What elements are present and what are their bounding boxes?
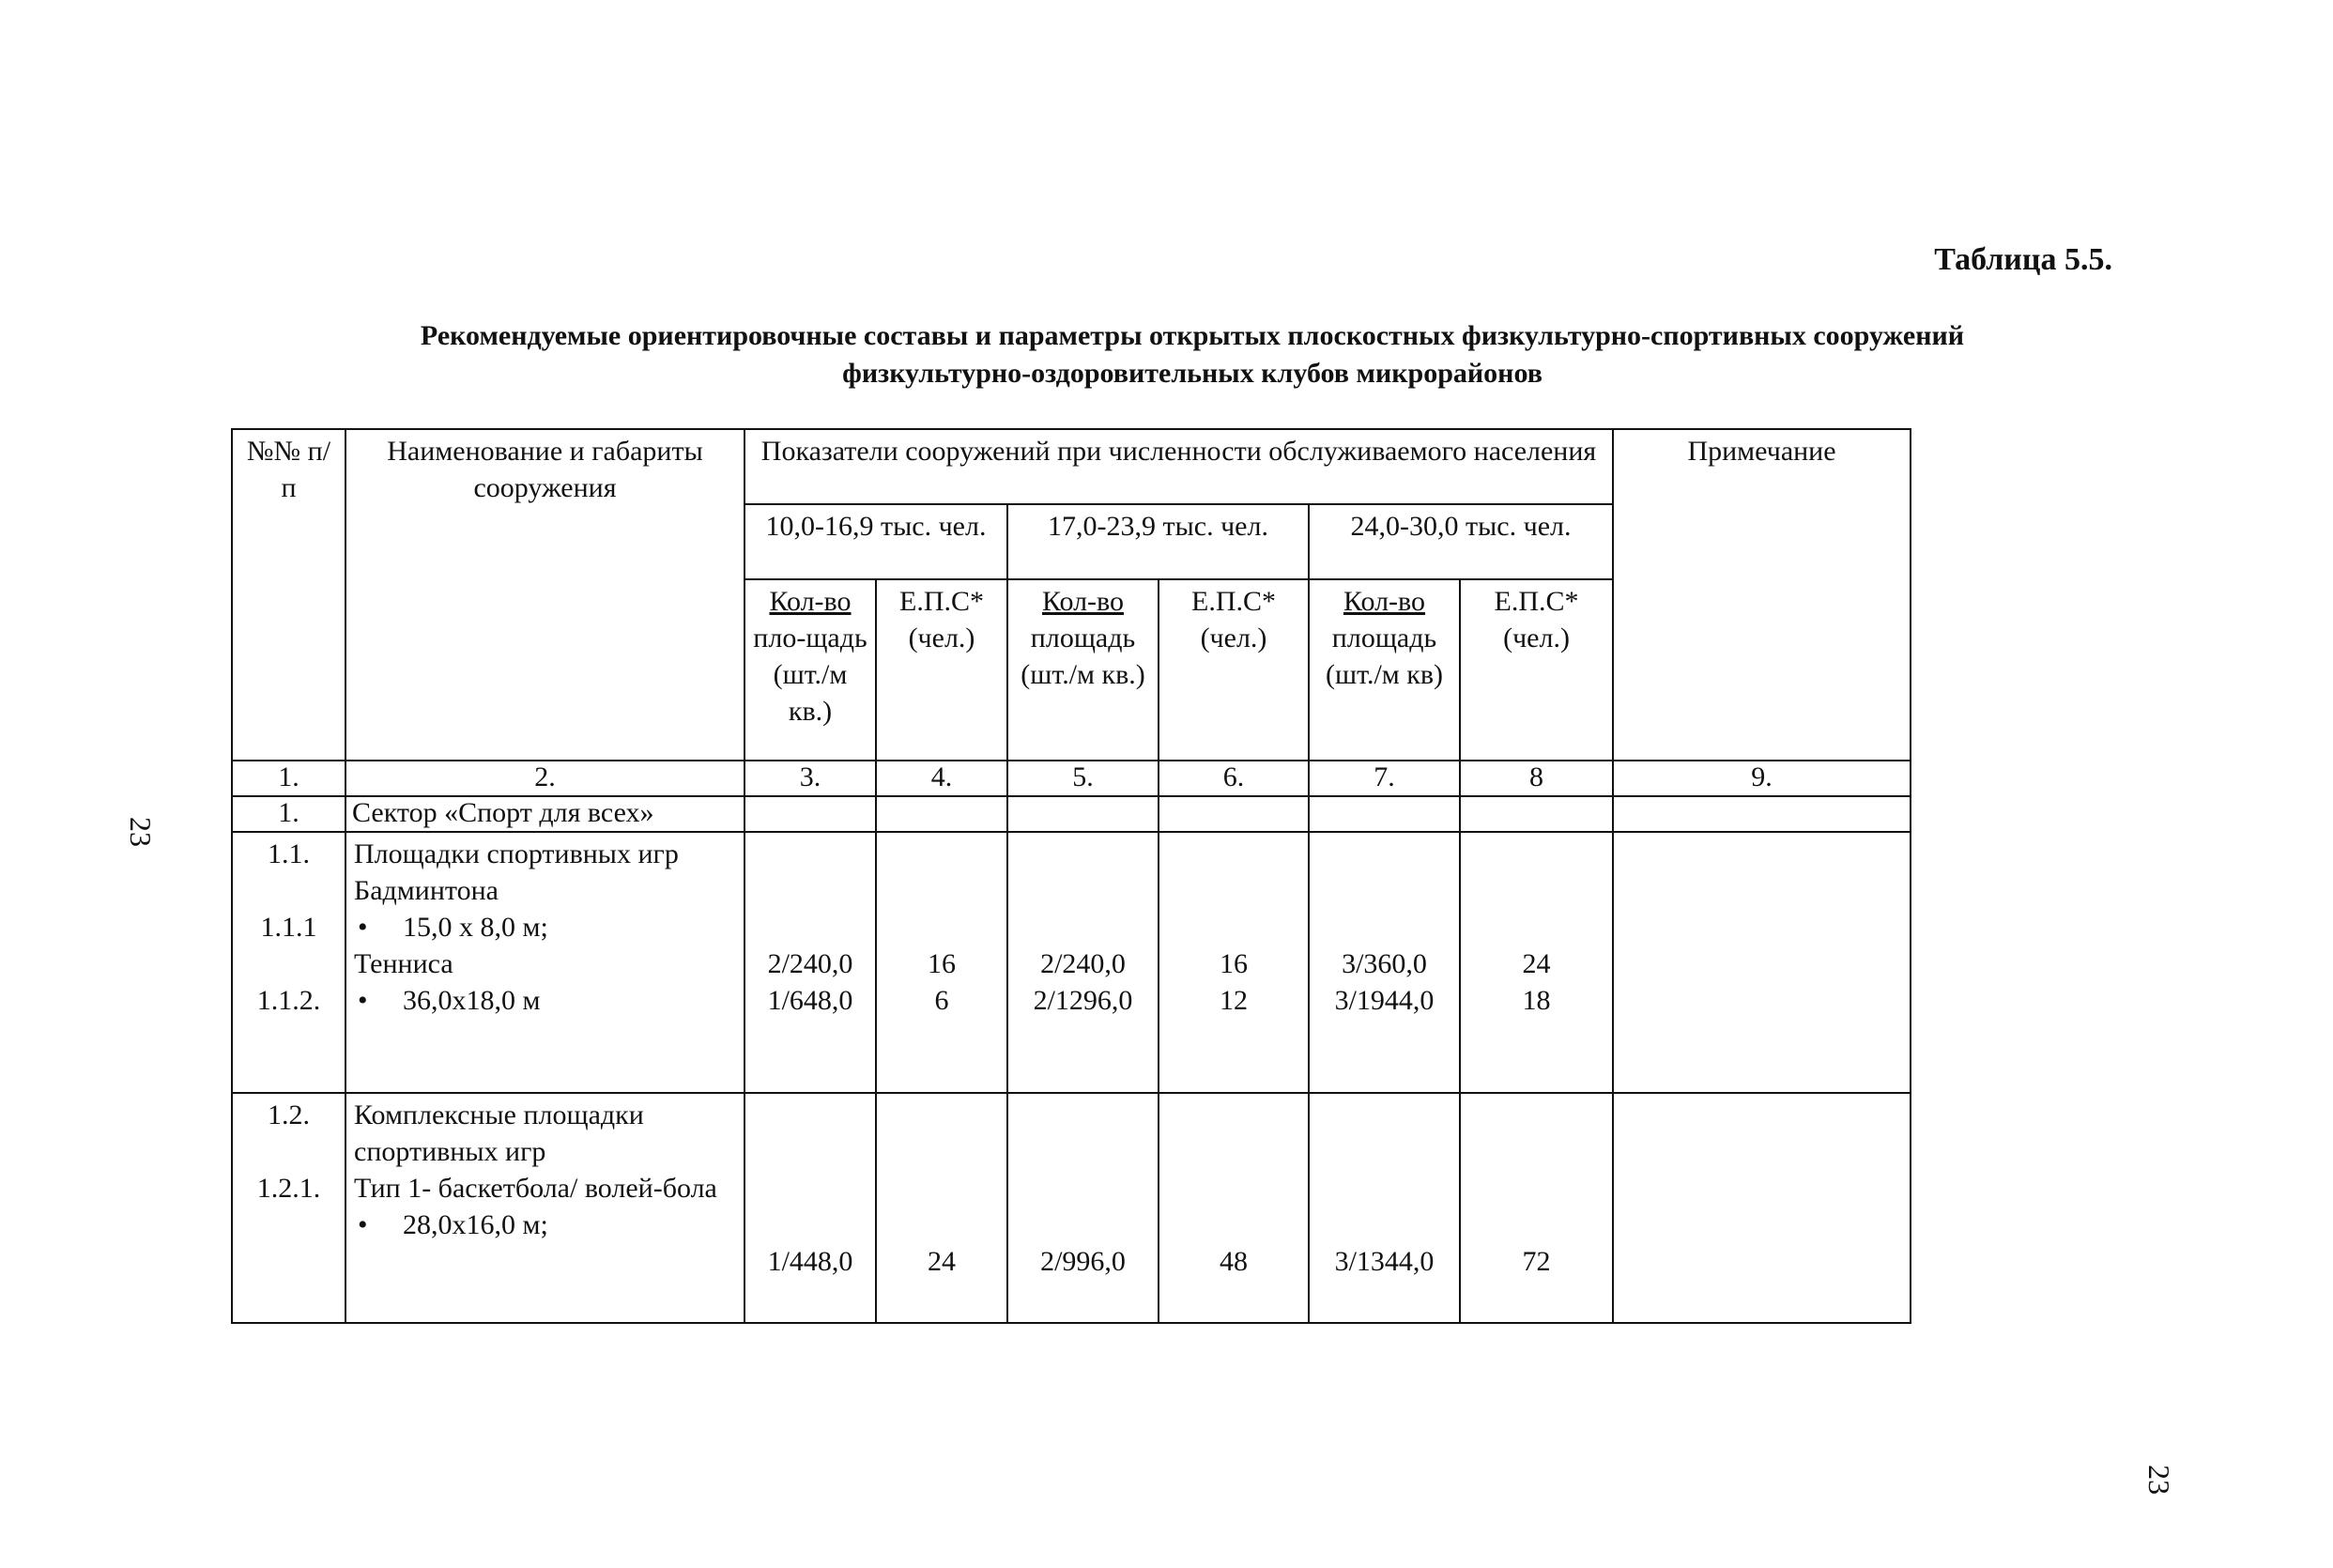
item-name: Тип 1- баскетбола/ волей-бола <box>354 1173 717 1204</box>
group-name: Комплексные площадки спортивных игр <box>354 1099 644 1167</box>
cell-eps-2: 16 12 <box>1159 832 1309 1093</box>
header-group: Показатели сооружений при численности обслуживаемого населения <box>744 429 1613 504</box>
header-qty-2 <box>1007 579 1159 761</box>
header-pop-1: 10,0-16,9 тыс. чел. <box>744 504 1007 579</box>
cell-qty-3: 3/1344,0 <box>1309 1093 1460 1323</box>
col-number: 5. <box>1007 761 1159 796</box>
col-number: 8 <box>1460 761 1613 796</box>
table-row-1-2 <box>232 1093 1911 1323</box>
qty-sub-3: площадь (шт./м кв) <box>1326 623 1443 690</box>
cell-eps-3: 72 <box>1460 1093 1613 1323</box>
header-note: Примечание <box>1613 429 1911 761</box>
item-dimensions: • 15,0 х 8,0 м; <box>358 912 548 943</box>
row-num: 1.1. 1.1.1 1.1.2. <box>232 832 345 1093</box>
header-pop-2: 17,0-23,9 тыс. чел. <box>1007 504 1309 579</box>
page-number-left: 23 <box>124 817 158 847</box>
item-dimensions: • 36,0х18,0 м <box>358 985 541 1016</box>
page-number-right: 23 <box>2142 1465 2176 1495</box>
title-line-1: Рекомендуемые ориентировочные составы и параметры открытых плоскостных физкультурно-спортивных сооружений <box>420 320 1965 351</box>
table-label: Таблица 5.5. <box>1934 242 2112 277</box>
col-number: 7. <box>1309 761 1460 796</box>
cell-qty-1: 2/240,0 1/648,0 <box>744 832 876 1093</box>
header-num: №№ п/п <box>232 429 345 761</box>
table-row-sector <box>232 796 1911 832</box>
qty-label-3: Кол-во <box>1343 586 1426 617</box>
cell-eps-1: 24 <box>876 1093 1007 1323</box>
item-dimensions: • 28,0х16,0 м; <box>358 1209 548 1240</box>
title-line-2: физкультурно-оздоровительных клубов микрорайонов <box>842 358 1543 389</box>
header-eps-3: Е.П.С* (чел.) <box>1460 579 1613 761</box>
cell-qty-3: 3/360,0 3/1944,0 <box>1309 832 1460 1093</box>
cell-note <box>1613 1093 1911 1323</box>
row-name <box>345 832 744 1093</box>
qty-label-2: Кол-во <box>1041 586 1125 617</box>
qty-sub-2: площадь (шт./м кв.) <box>1021 623 1145 690</box>
header-name: Наименование и габариты сооружения <box>345 429 744 761</box>
header-eps-2: Е.П.С* (чел.) <box>1159 579 1309 761</box>
cell-eps-3: 24 18 <box>1460 832 1613 1093</box>
col-number: 4. <box>876 761 1007 796</box>
column-number-row <box>232 761 1911 796</box>
cell-eps-1: 16 6 <box>876 832 1007 1093</box>
col-number: 1. <box>232 761 345 796</box>
cell-qty-1: 1/448,0 <box>744 1093 876 1323</box>
table-row-1-1 <box>232 832 1911 1093</box>
facilities-table <box>231 428 1911 1324</box>
col-number: 6. <box>1159 761 1309 796</box>
cell-qty-2: 2/996,0 <box>1007 1093 1159 1323</box>
item-name: Тенниса <box>354 948 453 979</box>
row-num: 1.2. 1.2.1. <box>232 1093 345 1323</box>
col-number: 9. <box>1613 761 1911 796</box>
group-name: Площадки спортивных игр <box>354 838 679 869</box>
item-name: Бадминтона <box>354 875 499 906</box>
document-title <box>282 317 2103 392</box>
header-row-1 <box>232 429 1911 504</box>
qty-sub-1: пло-щадь (шт./м кв.) <box>753 623 867 727</box>
cell-eps-2: 48 <box>1159 1093 1309 1323</box>
header-qty-1 <box>744 579 876 761</box>
header-qty-3 <box>1309 579 1460 761</box>
header-pop-3: 24,0-30,0 тыс. чел. <box>1309 504 1613 579</box>
row-num: 1. <box>232 796 345 832</box>
cell-note <box>1613 832 1911 1093</box>
qty-label-1: Кол-во <box>769 586 852 617</box>
header-eps-1: Е.П.С* (чел.) <box>876 579 1007 761</box>
col-number: 3. <box>744 761 876 796</box>
row-name: Сектор «Спорт для всех» <box>345 796 744 832</box>
cell-qty-2: 2/240,0 2/1296,0 <box>1007 832 1159 1093</box>
col-number: 2. <box>345 761 744 796</box>
row-name <box>345 1093 744 1323</box>
